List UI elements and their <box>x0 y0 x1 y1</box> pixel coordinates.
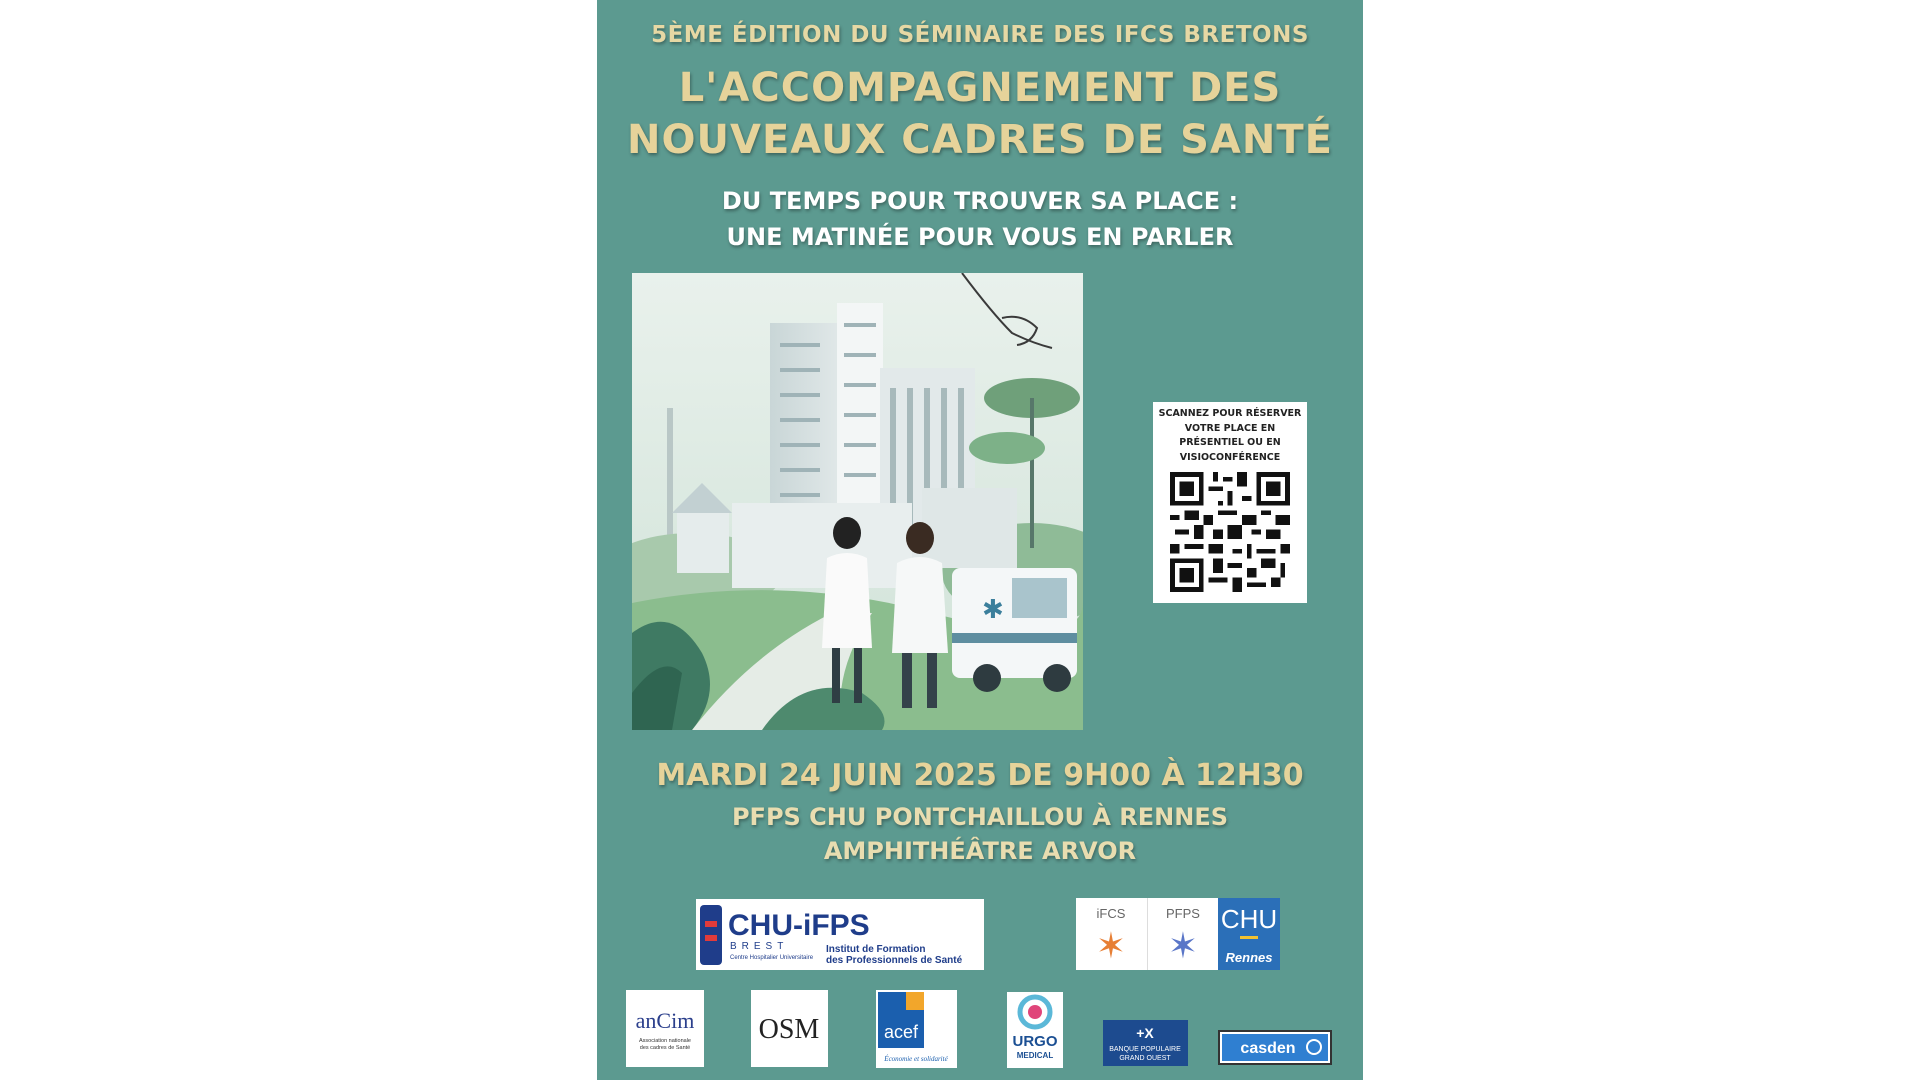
event-date: MARDI 24 JUIN 2025 DE 9H00 À 12H30 <box>656 758 1304 793</box>
ancim-name: anCim <box>635 1008 695 1033</box>
ifcs-text: iFCS <box>1096 906 1126 921</box>
acef-tagline: Économie et solidarité <box>884 1055 948 1063</box>
seminar-poster <box>597 0 1363 1080</box>
pfps-logo <box>1147 898 1219 970</box>
title-line-2: NOUVEAUX CADRES DE SANTÉ <box>627 117 1333 163</box>
venue-line-1: PFPS CHU PONTCHAILLOU À RENNES <box>731 803 1229 831</box>
brest-text: BREST <box>730 941 789 952</box>
ancim-sub-line-2: des cadres de Santé <box>639 1045 691 1051</box>
hospital-illustration <box>632 273 1083 730</box>
osm-logo <box>751 990 828 1067</box>
plus-x-icon: +X <box>1136 1025 1154 1041</box>
venue-line-2: AMPHITHÉÂTRE ARVOR <box>823 837 1137 865</box>
poster-title <box>597 62 1363 166</box>
casden-text: casden <box>1240 1040 1296 1057</box>
casden-logo <box>1218 1030 1332 1065</box>
chu-ifps-name: CHU-iFPS <box>728 909 870 942</box>
edition-heading: 5ÈME ÉDITION DU SÉMINAIRE DES IFCS BRETONS <box>651 22 1309 48</box>
star-icon: ✶ <box>1095 926 1127 967</box>
ifcs-logo <box>1076 898 1147 970</box>
pfps-text: PFPS <box>1166 906 1200 921</box>
chu-brest-ifps-logo <box>696 899 984 970</box>
banque-populaire-logo <box>1103 1020 1188 1066</box>
chu-rennes-logo <box>1218 898 1280 970</box>
title-line-1: L'ACCOMPAGNEMENT DES <box>678 65 1282 111</box>
qr-instruction: SCANNEZ POUR RÉSERVER VOTRE PLACE EN PRÉSENTIEL OU EN VISIOCONFÉRENCE <box>1158 408 1302 463</box>
svg-text:✱: ✱ <box>982 595 1004 625</box>
qr-registration-card[interactable] <box>1153 402 1307 603</box>
star-icon: ✶ <box>1167 926 1199 967</box>
ifps-institute-line-2: des Professionnels de Santé <box>826 955 963 966</box>
osm-text: OSM <box>758 1014 820 1045</box>
event-venue <box>597 800 1363 868</box>
acef-logo <box>876 990 957 1068</box>
urgo-name-line-1: URGO <box>1012 1033 1058 1050</box>
chu-rennes-text: CHU <box>1220 904 1278 934</box>
subtitle-line-1: DU TEMPS POUR TROUVER SA PLACE : <box>721 187 1239 215</box>
chu-brest-hospital: Centre Hospitalier Universitaire <box>730 955 814 961</box>
rennes-text: Rennes <box>1225 950 1273 965</box>
urgo-name-line-2: MEDICAL <box>1016 1051 1054 1060</box>
poster-subtitle <box>597 183 1363 255</box>
ancim-sub-line-1: Association nationale <box>639 1038 691 1044</box>
ancim-logo <box>626 990 704 1067</box>
banque-populaire-line-2: GRAND OUEST <box>1119 1055 1171 1062</box>
acef-name: acef <box>883 1022 919 1042</box>
subtitle-line-2: UNE MATINÉE POUR VOUS EN PARLER <box>726 223 1234 251</box>
banque-populaire-line-1: BANQUE POPULAIRE <box>1109 1046 1181 1053</box>
qr-code[interactable] <box>1170 472 1290 592</box>
ifps-institute-line-1: Institut de Formation <box>826 944 926 955</box>
urgo-medical-logo <box>1007 992 1063 1068</box>
